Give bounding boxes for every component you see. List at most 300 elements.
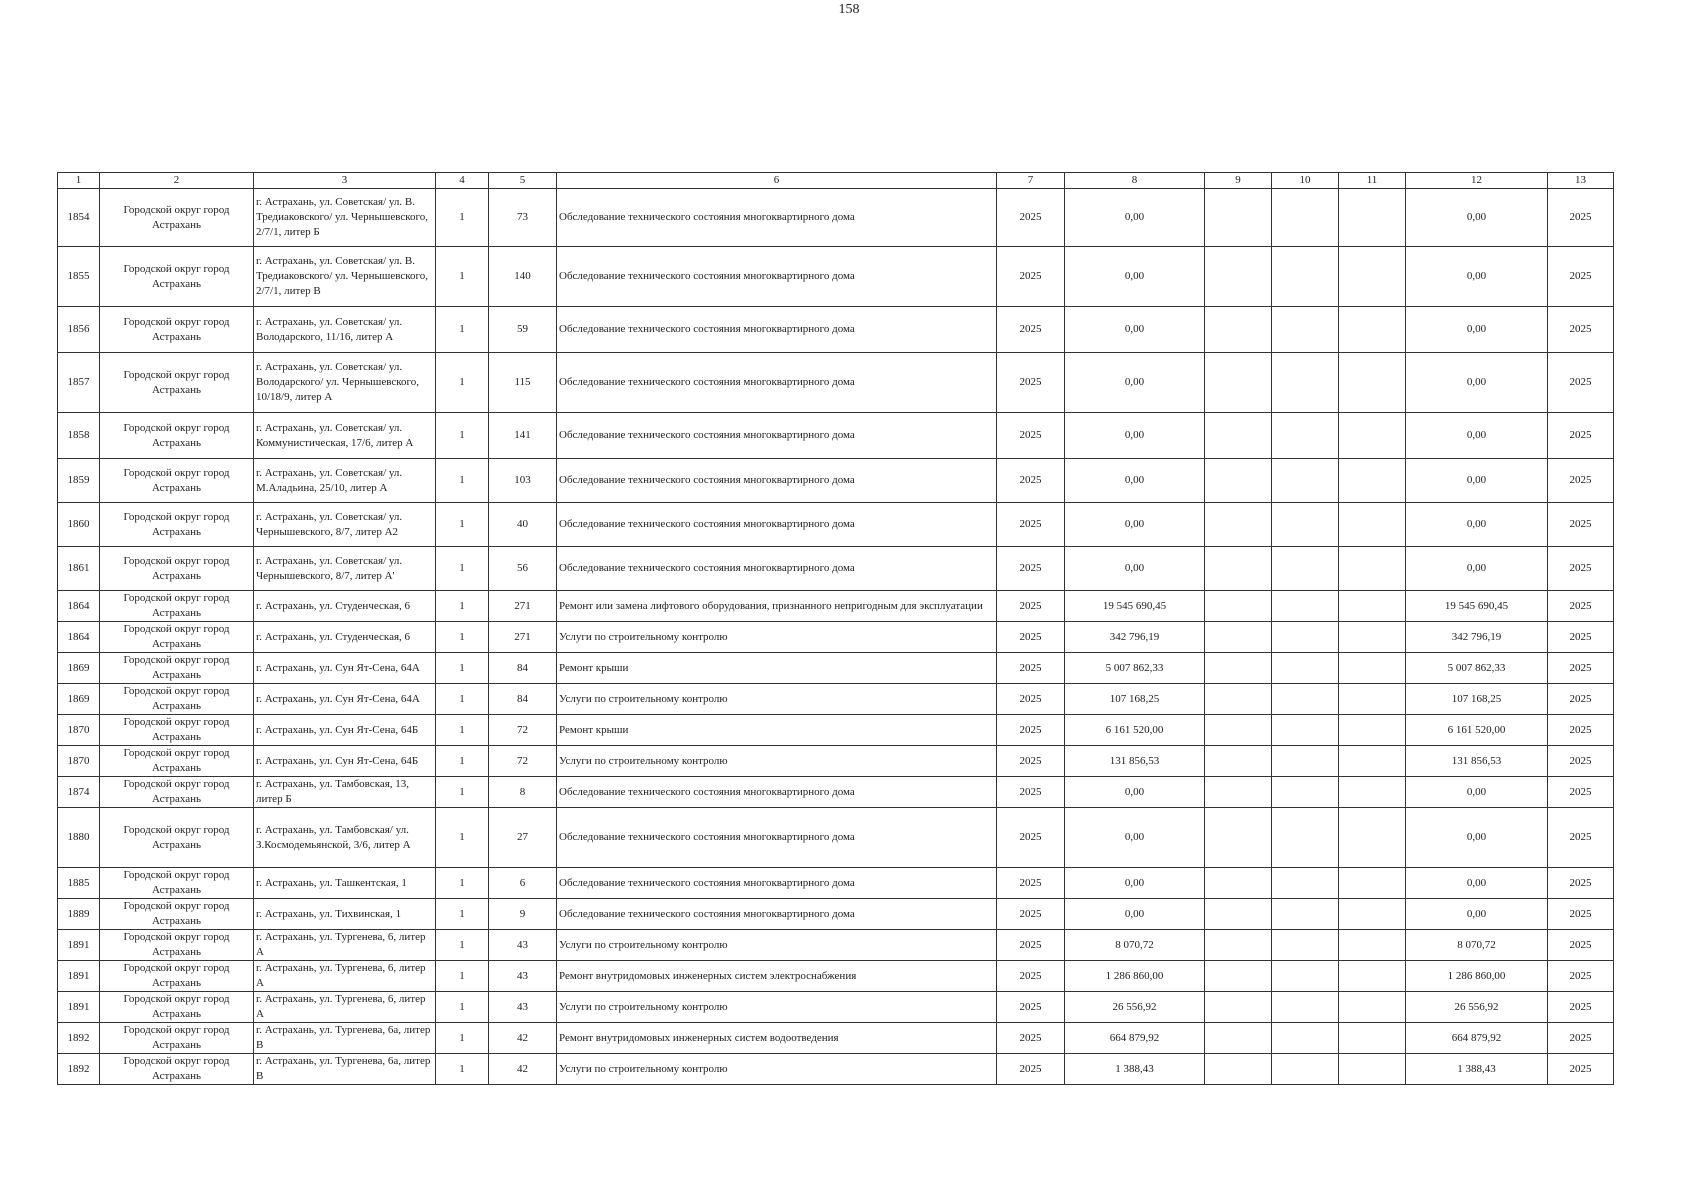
cell-plan-year: 2025	[1548, 961, 1614, 992]
cell-year: 2025	[997, 459, 1065, 503]
header-row	[58, 173, 1614, 189]
cell-address: г. Астрахань, ул. Советская/ ул. М.Аладьина, 25/10, литер А	[254, 459, 436, 503]
table-row	[58, 247, 1614, 307]
cell-col12-value: 342 796,19	[1406, 622, 1548, 653]
cell-col11-value	[1339, 899, 1406, 930]
cell-col9-value	[1205, 868, 1272, 899]
cell-cost: 0,00	[1065, 868, 1205, 899]
cell-col5-value: 8	[489, 777, 557, 808]
cell-plan-year: 2025	[1548, 353, 1614, 413]
cell-col9-value	[1205, 653, 1272, 684]
cell-address: г. Астрахань, ул. Советская/ ул. Володарского, 11/16, литер А	[254, 307, 436, 353]
cell-col5-value: 42	[489, 1023, 557, 1054]
table-row	[58, 653, 1614, 684]
cell-cost: 1 388,43	[1065, 1054, 1205, 1085]
cell-col11-value	[1339, 808, 1406, 868]
cell-col5-value: 42	[489, 1054, 557, 1085]
cell-address: г. Астрахань, ул. Тургенева, 6, литер А	[254, 992, 436, 1023]
cell-col12-value: 0,00	[1406, 503, 1548, 547]
cell-col11-value	[1339, 1023, 1406, 1054]
cell-row-number: 1885	[58, 868, 100, 899]
cell-col9-value	[1205, 1023, 1272, 1054]
cell-cost: 26 556,92	[1065, 992, 1205, 1023]
cell-year: 2025	[997, 868, 1065, 899]
cell-cost: 0,00	[1065, 247, 1205, 307]
column-header-9: 9	[1205, 173, 1272, 189]
cell-cost: 0,00	[1065, 777, 1205, 808]
cell-col12-value: 1 388,43	[1406, 1054, 1548, 1085]
cell-address: г. Астрахань, ул. Сун Ят-Сена, 64Б	[254, 746, 436, 777]
table-row	[58, 746, 1614, 777]
cell-col11-value	[1339, 459, 1406, 503]
cell-cost: 664 879,92	[1065, 1023, 1205, 1054]
cell-col5-value: 103	[489, 459, 557, 503]
cell-col4-value: 1	[436, 992, 489, 1023]
table-row	[58, 353, 1614, 413]
cell-col12-value: 1 286 860,00	[1406, 961, 1548, 992]
cell-address: г. Астрахань, ул. Тургенева, 6а, литер В	[254, 1023, 436, 1054]
cell-municipality: Городской округ город Астрахань	[100, 1054, 254, 1085]
cell-row-number: 1854	[58, 189, 100, 247]
cell-year: 2025	[997, 413, 1065, 459]
cell-plan-year: 2025	[1548, 746, 1614, 777]
cell-col4-value: 1	[436, 868, 489, 899]
cell-col5-value: 84	[489, 653, 557, 684]
column-header-10: 10	[1272, 173, 1339, 189]
cell-col9-value	[1205, 622, 1272, 653]
cell-col12-value: 0,00	[1406, 307, 1548, 353]
cell-work-type: Ремонт внутридомовых инженерных систем водоотведения	[557, 1023, 997, 1054]
cell-row-number: 1880	[58, 808, 100, 868]
cell-address: г. Астрахань, ул. Советская/ ул. Чернышевского, 8/7, литер А2	[254, 503, 436, 547]
column-header-13: 13	[1548, 173, 1614, 189]
cell-col5-value: 40	[489, 503, 557, 547]
cell-col10-value	[1272, 684, 1339, 715]
cell-year: 2025	[997, 777, 1065, 808]
cell-year: 2025	[997, 992, 1065, 1023]
cell-col4-value: 1	[436, 1023, 489, 1054]
cell-col4-value: 1	[436, 547, 489, 591]
cell-plan-year: 2025	[1548, 307, 1614, 353]
cell-col4-value: 1	[436, 459, 489, 503]
cell-cost: 0,00	[1065, 459, 1205, 503]
cell-address: г. Астрахань, ул. Сун Ят-Сена, 64А	[254, 684, 436, 715]
cell-col12-value: 664 879,92	[1406, 1023, 1548, 1054]
cell-col11-value	[1339, 715, 1406, 746]
cell-col12-value: 26 556,92	[1406, 992, 1548, 1023]
cell-col10-value	[1272, 1054, 1339, 1085]
cell-col12-value: 131 856,53	[1406, 746, 1548, 777]
cell-col11-value	[1339, 868, 1406, 899]
cell-year: 2025	[997, 715, 1065, 746]
cell-work-type: Услуги по строительному контролю	[557, 1054, 997, 1085]
cell-municipality: Городской округ город Астрахань	[100, 189, 254, 247]
cell-col9-value	[1205, 715, 1272, 746]
cell-col5-value: 141	[489, 413, 557, 459]
cell-cost: 0,00	[1065, 503, 1205, 547]
cell-address: г. Астрахань, ул. Сун Ят-Сена, 64Б	[254, 715, 436, 746]
cell-plan-year: 2025	[1548, 459, 1614, 503]
cell-col9-value	[1205, 413, 1272, 459]
page-number: 158	[838, 2, 860, 17]
cell-address: г. Астрахань, ул. Советская/ ул. Володарского/ ул. Чернышевского, 10/18/9, литер А	[254, 353, 436, 413]
cell-col4-value: 1	[436, 591, 489, 622]
cell-col5-value: 59	[489, 307, 557, 353]
cell-col4-value: 1	[436, 247, 489, 307]
cell-col12-value: 6 161 520,00	[1406, 715, 1548, 746]
table-row	[58, 503, 1614, 547]
cell-address: г. Астрахань, ул. Ташкентская, 1	[254, 868, 436, 899]
cell-year: 2025	[997, 961, 1065, 992]
cell-year: 2025	[997, 684, 1065, 715]
cell-municipality: Городской округ город Астрахань	[100, 868, 254, 899]
table-row	[58, 899, 1614, 930]
table-row	[58, 930, 1614, 961]
cell-col10-value	[1272, 653, 1339, 684]
cell-plan-year: 2025	[1548, 930, 1614, 961]
cell-col5-value: 43	[489, 961, 557, 992]
cell-col12-value: 0,00	[1406, 808, 1548, 868]
cell-col10-value	[1272, 715, 1339, 746]
cell-row-number: 1892	[58, 1054, 100, 1085]
cell-col9-value	[1205, 684, 1272, 715]
cell-work-type: Ремонт или замена лифтового оборудования, признанного непригодным для эксплуатации	[557, 591, 997, 622]
cell-col4-value: 1	[436, 961, 489, 992]
cell-col10-value	[1272, 353, 1339, 413]
cell-col12-value: 107 168,25	[1406, 684, 1548, 715]
cell-municipality: Городской округ город Астрахань	[100, 808, 254, 868]
cell-cost: 0,00	[1065, 307, 1205, 353]
cell-col10-value	[1272, 622, 1339, 653]
cell-municipality: Городской округ город Астрахань	[100, 961, 254, 992]
cell-work-type: Услуги по строительному контролю	[557, 684, 997, 715]
cell-address: г. Астрахань, ул. Студенческая, 6	[254, 622, 436, 653]
cell-address: г. Астрахань, ул. Советская/ ул. Коммунистическая, 17/6, литер А	[254, 413, 436, 459]
column-header-2: 2	[100, 173, 254, 189]
cell-col9-value	[1205, 808, 1272, 868]
cell-col5-value: 27	[489, 808, 557, 868]
cell-col4-value: 1	[436, 715, 489, 746]
cell-col11-value	[1339, 189, 1406, 247]
column-header-12: 12	[1406, 173, 1548, 189]
table-row	[58, 413, 1614, 459]
cell-col9-value	[1205, 961, 1272, 992]
cell-year: 2025	[997, 1023, 1065, 1054]
cell-col12-value: 5 007 862,33	[1406, 653, 1548, 684]
cell-col5-value: 9	[489, 899, 557, 930]
cell-col9-value	[1205, 899, 1272, 930]
cell-col10-value	[1272, 189, 1339, 247]
cell-col5-value: 43	[489, 930, 557, 961]
cell-col12-value: 8 070,72	[1406, 930, 1548, 961]
cell-municipality: Городской округ город Астрахань	[100, 899, 254, 930]
cell-address: г. Астрахань, ул. Тихвинская, 1	[254, 899, 436, 930]
table-row	[58, 684, 1614, 715]
table-row	[58, 1023, 1614, 1054]
cell-col9-value	[1205, 746, 1272, 777]
cell-plan-year: 2025	[1548, 653, 1614, 684]
cell-col5-value: 72	[489, 746, 557, 777]
cell-col11-value	[1339, 503, 1406, 547]
cell-col10-value	[1272, 1023, 1339, 1054]
cell-col9-value	[1205, 547, 1272, 591]
cell-cost: 0,00	[1065, 547, 1205, 591]
cell-col5-value: 73	[489, 189, 557, 247]
cell-plan-year: 2025	[1548, 1054, 1614, 1085]
cell-cost: 0,00	[1065, 189, 1205, 247]
cell-col5-value: 84	[489, 684, 557, 715]
cell-row-number: 1874	[58, 777, 100, 808]
cell-col11-value	[1339, 247, 1406, 307]
cell-row-number: 1860	[58, 503, 100, 547]
table-row	[58, 961, 1614, 992]
cell-col11-value	[1339, 547, 1406, 591]
cell-municipality: Городской округ город Астрахань	[100, 715, 254, 746]
cell-col4-value: 1	[436, 307, 489, 353]
table-row	[58, 547, 1614, 591]
cell-municipality: Городской округ город Астрахань	[100, 992, 254, 1023]
cell-plan-year: 2025	[1548, 503, 1614, 547]
cell-col12-value: 0,00	[1406, 353, 1548, 413]
cell-col9-value	[1205, 1054, 1272, 1085]
cell-row-number: 1864	[58, 591, 100, 622]
column-header-4: 4	[436, 173, 489, 189]
cell-row-number: 1857	[58, 353, 100, 413]
cell-col4-value: 1	[436, 899, 489, 930]
cell-col4-value: 1	[436, 189, 489, 247]
cell-col11-value	[1339, 622, 1406, 653]
column-header-8: 8	[1065, 173, 1205, 189]
cell-municipality: Городской округ город Астрахань	[100, 247, 254, 307]
cell-plan-year: 2025	[1548, 591, 1614, 622]
cell-col11-value	[1339, 684, 1406, 715]
cell-col4-value: 1	[436, 353, 489, 413]
cell-municipality: Городской округ город Астрахань	[100, 413, 254, 459]
cell-col5-value: 140	[489, 247, 557, 307]
cell-work-type: Услуги по строительному контролю	[557, 746, 997, 777]
cell-address: г. Астрахань, ул. Тургенева, 6, литер А	[254, 961, 436, 992]
cell-municipality: Городской округ город Астрахань	[100, 653, 254, 684]
cell-cost: 131 856,53	[1065, 746, 1205, 777]
cell-work-type: Обследование технического состояния многоквартирного дома	[557, 503, 997, 547]
cell-year: 2025	[997, 547, 1065, 591]
cell-plan-year: 2025	[1548, 868, 1614, 899]
cell-work-type: Обследование технического состояния многоквартирного дома	[557, 247, 997, 307]
cell-cost: 0,00	[1065, 353, 1205, 413]
cell-row-number: 1858	[58, 413, 100, 459]
cell-plan-year: 2025	[1548, 622, 1614, 653]
cell-address: г. Астрахань, ул. Тургенева, 6а, литер В	[254, 1054, 436, 1085]
cell-work-type: Обследование технического состояния многоквартирного дома	[557, 547, 997, 591]
table-row	[58, 459, 1614, 503]
cell-municipality: Городской округ город Астрахань	[100, 684, 254, 715]
cell-work-type: Обследование технического состояния многоквартирного дома	[557, 808, 997, 868]
cell-plan-year: 2025	[1548, 899, 1614, 930]
cell-work-type: Услуги по строительному контролю	[557, 622, 997, 653]
cell-col9-value	[1205, 503, 1272, 547]
cell-work-type: Обследование технического состояния многоквартирного дома	[557, 413, 997, 459]
cell-plan-year: 2025	[1548, 777, 1614, 808]
cell-col4-value: 1	[436, 930, 489, 961]
cell-plan-year: 2025	[1548, 247, 1614, 307]
cell-plan-year: 2025	[1548, 715, 1614, 746]
cell-municipality: Городской округ город Астрахань	[100, 591, 254, 622]
cell-col9-value	[1205, 591, 1272, 622]
cell-year: 2025	[997, 307, 1065, 353]
cell-cost: 19 545 690,45	[1065, 591, 1205, 622]
cell-col11-value	[1339, 413, 1406, 459]
column-header-5: 5	[489, 173, 557, 189]
cell-plan-year: 2025	[1548, 413, 1614, 459]
cell-col11-value	[1339, 591, 1406, 622]
cell-row-number: 1870	[58, 746, 100, 777]
cell-municipality: Городской округ город Астрахань	[100, 547, 254, 591]
cell-municipality: Городской округ город Астрахань	[100, 503, 254, 547]
cell-col11-value	[1339, 992, 1406, 1023]
cell-plan-year: 2025	[1548, 992, 1614, 1023]
cell-year: 2025	[997, 930, 1065, 961]
cell-col10-value	[1272, 777, 1339, 808]
cell-cost: 6 161 520,00	[1065, 715, 1205, 746]
cell-year: 2025	[997, 746, 1065, 777]
cell-row-number: 1859	[58, 459, 100, 503]
cell-col4-value: 1	[436, 746, 489, 777]
cell-row-number: 1869	[58, 653, 100, 684]
cell-work-type: Ремонт внутридомовых инженерных систем электроснабжения	[557, 961, 997, 992]
cell-work-type: Обследование технического состояния многоквартирного дома	[557, 459, 997, 503]
cell-col9-value	[1205, 459, 1272, 503]
cell-col9-value	[1205, 189, 1272, 247]
cell-address: г. Астрахань, ул. Советская/ ул. Чернышевского, 8/7, литер А'	[254, 547, 436, 591]
cell-address: г. Астрахань, ул. Тамбовская, 13, литер Б	[254, 777, 436, 808]
column-header-1: 1	[58, 173, 100, 189]
table-row	[58, 1054, 1614, 1085]
table-row	[58, 777, 1614, 808]
cell-col4-value: 1	[436, 684, 489, 715]
cell-cost: 5 007 862,33	[1065, 653, 1205, 684]
cell-row-number: 1856	[58, 307, 100, 353]
cell-col10-value	[1272, 746, 1339, 777]
cell-row-number: 1861	[58, 547, 100, 591]
cell-col10-value	[1272, 591, 1339, 622]
table-row	[58, 622, 1614, 653]
cell-col10-value	[1272, 868, 1339, 899]
cell-col5-value: 56	[489, 547, 557, 591]
cell-row-number: 1891	[58, 961, 100, 992]
cell-col4-value: 1	[436, 777, 489, 808]
cell-cost: 0,00	[1065, 808, 1205, 868]
cell-municipality: Городской округ город Астрахань	[100, 307, 254, 353]
table-row	[58, 307, 1614, 353]
cell-col5-value: 6	[489, 868, 557, 899]
cell-year: 2025	[997, 622, 1065, 653]
cell-municipality: Городской округ город Астрахань	[100, 622, 254, 653]
cell-plan-year: 2025	[1548, 547, 1614, 591]
cell-work-type: Обследование технического состояния многоквартирного дома	[557, 899, 997, 930]
cell-col10-value	[1272, 899, 1339, 930]
cell-year: 2025	[997, 653, 1065, 684]
cell-col11-value	[1339, 1054, 1406, 1085]
cell-col10-value	[1272, 247, 1339, 307]
column-header-3: 3	[254, 173, 436, 189]
registry-table	[57, 172, 1614, 1085]
cell-municipality: Городской округ город Астрахань	[100, 746, 254, 777]
cell-col12-value: 0,00	[1406, 413, 1548, 459]
cell-col9-value	[1205, 930, 1272, 961]
table-row	[58, 868, 1614, 899]
cell-col11-value	[1339, 930, 1406, 961]
cell-col10-value	[1272, 930, 1339, 961]
cell-col12-value: 0,00	[1406, 459, 1548, 503]
cell-col4-value: 1	[436, 622, 489, 653]
cell-col9-value	[1205, 353, 1272, 413]
cell-year: 2025	[997, 503, 1065, 547]
cell-row-number: 1891	[58, 992, 100, 1023]
cell-work-type: Ремонт крыши	[557, 715, 997, 746]
cell-col12-value: 0,00	[1406, 868, 1548, 899]
cell-year: 2025	[997, 899, 1065, 930]
cell-cost: 1 286 860,00	[1065, 961, 1205, 992]
cell-year: 2025	[997, 353, 1065, 413]
cell-year: 2025	[997, 591, 1065, 622]
cell-row-number: 1869	[58, 684, 100, 715]
table-row	[58, 189, 1614, 247]
cell-col4-value: 1	[436, 653, 489, 684]
cell-year: 2025	[997, 189, 1065, 247]
cell-col12-value: 0,00	[1406, 547, 1548, 591]
cell-cost: 342 796,19	[1065, 622, 1205, 653]
cell-col12-value: 0,00	[1406, 899, 1548, 930]
cell-col11-value	[1339, 307, 1406, 353]
cell-col5-value: 115	[489, 353, 557, 413]
cell-work-type: Ремонт крыши	[557, 653, 997, 684]
cell-col9-value	[1205, 247, 1272, 307]
cell-col11-value	[1339, 777, 1406, 808]
cell-col10-value	[1272, 307, 1339, 353]
cell-col9-value	[1205, 307, 1272, 353]
cell-col12-value: 0,00	[1406, 189, 1548, 247]
column-header-7: 7	[997, 173, 1065, 189]
cell-plan-year: 2025	[1548, 808, 1614, 868]
cell-work-type: Услуги по строительному контролю	[557, 930, 997, 961]
cell-col12-value: 0,00	[1406, 777, 1548, 808]
cell-row-number: 1855	[58, 247, 100, 307]
cell-address: г. Астрахань, ул. Советская/ ул. В. Тредиаковского/ ул. Чернышевского, 2/7/1, литер В	[254, 247, 436, 307]
cell-col4-value: 1	[436, 503, 489, 547]
cell-plan-year: 2025	[1548, 684, 1614, 715]
cell-year: 2025	[997, 247, 1065, 307]
cell-year: 2025	[997, 808, 1065, 868]
cell-cost: 0,00	[1065, 899, 1205, 930]
cell-address: г. Астрахань, ул. Тамбовская/ ул. З.Космодемьянской, 3/6, литер А	[254, 808, 436, 868]
cell-col10-value	[1272, 503, 1339, 547]
cell-row-number: 1889	[58, 899, 100, 930]
cell-municipality: Городской округ город Астрахань	[100, 353, 254, 413]
cell-col10-value	[1272, 808, 1339, 868]
cell-work-type: Обследование технического состояния многоквартирного дома	[557, 868, 997, 899]
cell-municipality: Городской округ город Астрахань	[100, 1023, 254, 1054]
cell-col11-value	[1339, 961, 1406, 992]
cell-col10-value	[1272, 459, 1339, 503]
cell-col12-value: 19 545 690,45	[1406, 591, 1548, 622]
table-row	[58, 808, 1614, 868]
cell-work-type: Обследование технического состояния многоквартирного дома	[557, 777, 997, 808]
cell-row-number: 1892	[58, 1023, 100, 1054]
cell-col5-value: 72	[489, 715, 557, 746]
cell-col5-value: 271	[489, 591, 557, 622]
cell-municipality: Городской округ город Астрахань	[100, 930, 254, 961]
cell-col9-value	[1205, 992, 1272, 1023]
